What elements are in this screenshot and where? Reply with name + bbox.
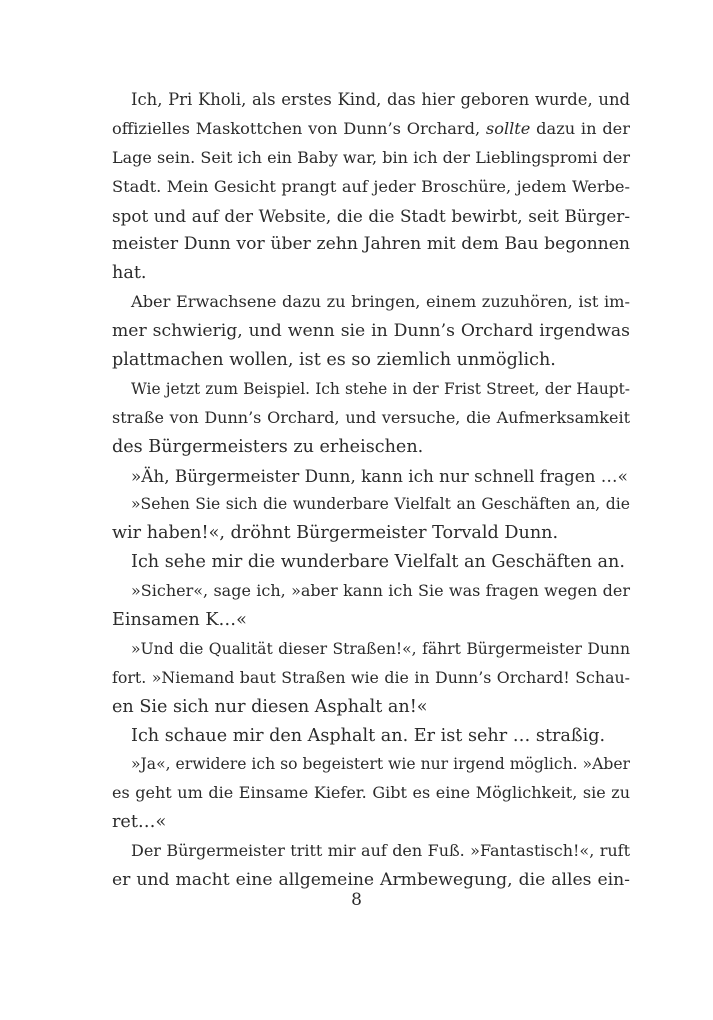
- text-line: fort. »Niemand baut Straßen wie die in Dunn’s Orchard! Schau-: [112, 667, 630, 687]
- text-line: Ich sehe mir die wunderbare Vielfalt an Geschäften an.: [131, 552, 625, 573]
- text-line: »Und die Qualität dieser Straßen!«, fährt Bürgermeister Dunn: [131, 639, 630, 658]
- text-line: »Sehen Sie sich die wunderbare Vielfalt an Geschäften an, die: [131, 495, 630, 514]
- body-text: [112, 86, 630, 895]
- text-line: ret…«: [112, 812, 167, 833]
- text-line: des Bürgermeisters zu erheischen.: [112, 436, 424, 457]
- text-line: [112, 115, 630, 144]
- text-line: mer schwierig, und wenn sie in Dunn’s Orchard irgendwas: [112, 321, 630, 342]
- text-line: straße von Dunn’s Orchard, und versuche, die Aufmerksamkeit: [112, 407, 630, 427]
- text-span: dazu in der: [530, 118, 630, 138]
- text-line: plattmachen wollen, ist es so ziemlich unmöglich.: [112, 350, 556, 371]
- text-line: Einsamen K…«: [112, 610, 247, 631]
- text-line: Lage sein. Seit ich ein Baby war, bin ich der Lieblingspromi der: [112, 147, 630, 167]
- text-line: meister Dunn vor über zehn Jahren mit dem Bau begonnen: [112, 234, 630, 255]
- text-line: Wie jetzt zum Beispiel. Ich stehe in der Frist Street, der Haupt-: [131, 379, 630, 398]
- text-line: es geht um die Einsame Kiefer. Gibt es eine Möglichkeit, sie zu: [112, 783, 630, 803]
- text-line: Ich schaue mir den Asphalt an. Er ist sehr … straßig.: [131, 725, 606, 746]
- text-line: Aber Erwachsene dazu zu bringen, einem zuzuhören, ist im-: [131, 292, 630, 312]
- text-line: »Sicher«, sage ich, »aber kann ich Sie was fragen wegen der: [131, 581, 630, 601]
- text-line: Der Bürgermeister tritt mir auf den Fuß. »Fantastisch!«, ruft: [131, 841, 630, 861]
- text-line: er und macht eine allgemeine Armbewegung, die alles ein-: [112, 870, 630, 891]
- emphasis: sollte: [485, 118, 531, 138]
- text-line: en Sie sich nur diesen Asphalt an!«: [112, 696, 428, 717]
- text-line: »Ja«, erwidere ich so begeistert wie nur irgend möglich. »Aber: [131, 755, 630, 774]
- text-line: Stadt. Mein Gesicht prangt auf jeder Broschüre, jedem Werbe-: [112, 176, 630, 196]
- text-line: spot und auf der Website, die die Stadt bewirbt, seit Bürger-: [112, 205, 630, 226]
- text-line: hat.: [112, 263, 147, 284]
- page-number: 8: [351, 890, 362, 910]
- text-line: Ich, Pri Kholi, als erstes Kind, das hier geboren wurde, und: [131, 90, 630, 109]
- text-span: offizielles Maskottchen von Dunn’s Orchard,: [112, 118, 486, 138]
- text-line: wir haben!«, dröhnt Bürgermeister Torvald Dunn.: [112, 523, 559, 544]
- text-line: »Äh, Bürgermeister Dunn, kann ich nur schnell fragen …«: [131, 465, 628, 486]
